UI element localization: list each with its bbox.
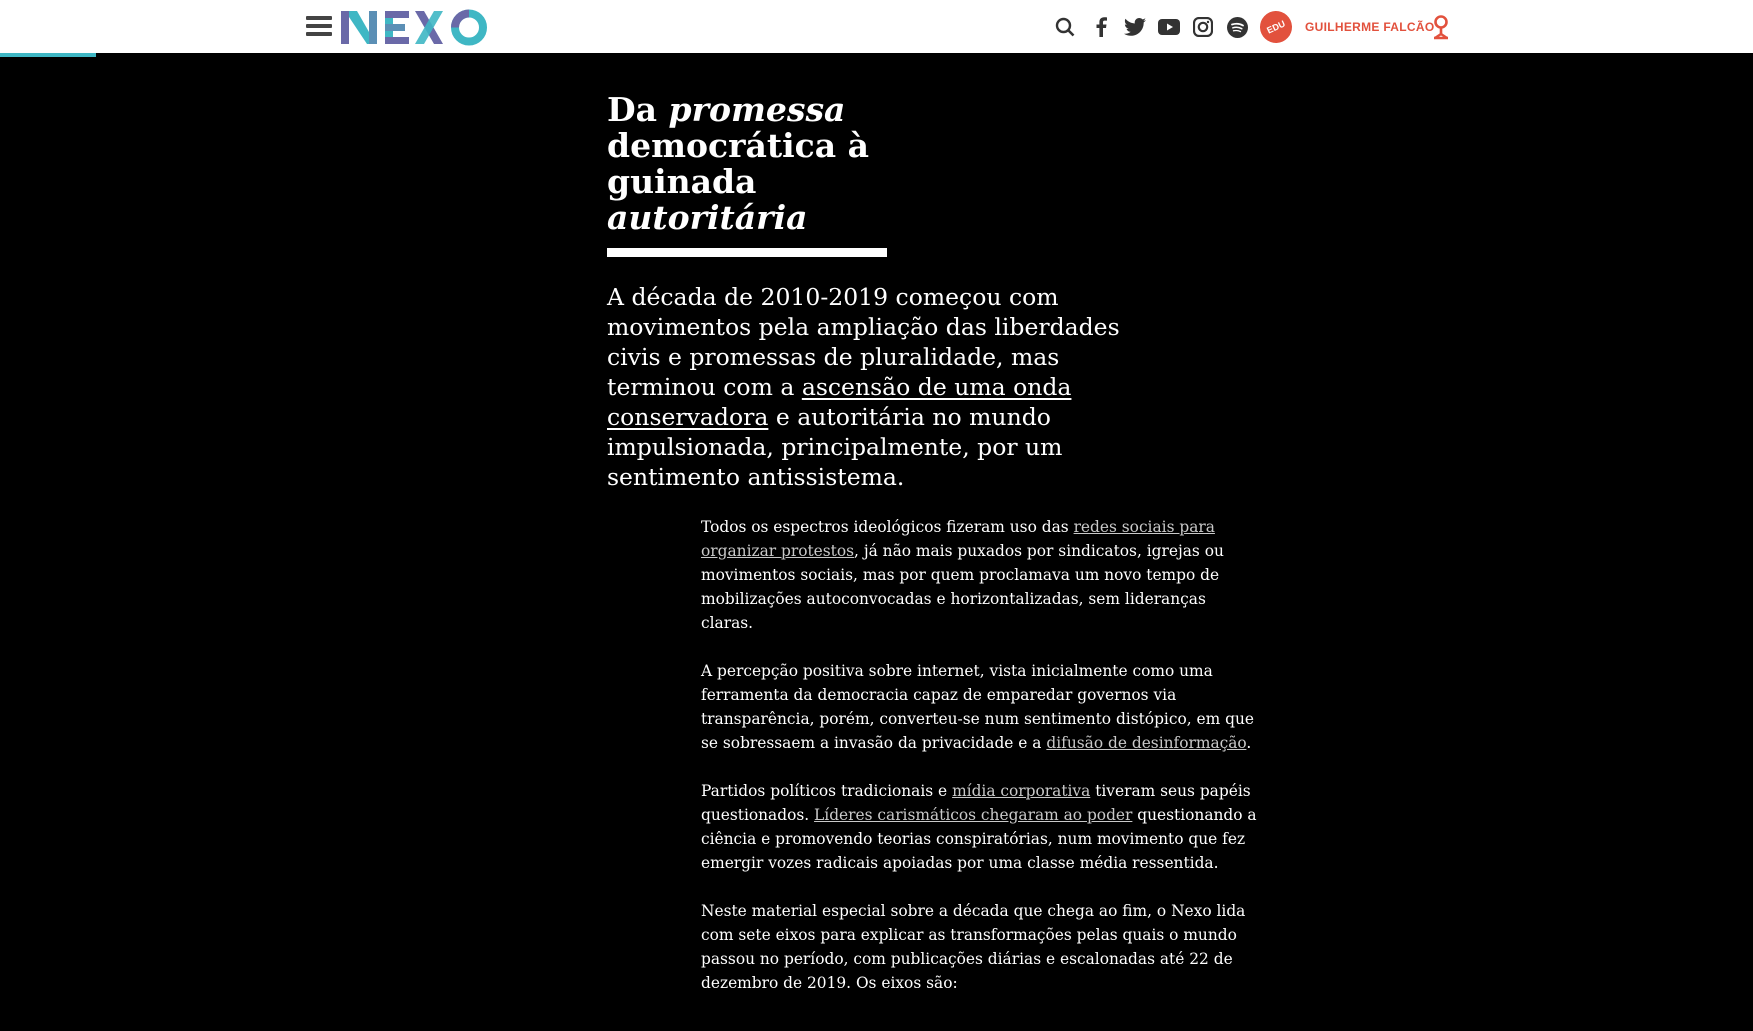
title-part-1: Da <box>607 90 669 129</box>
title-divider <box>607 248 887 257</box>
lede-link-conservative-wave[interactable]: ascensão de uma onda conservadora <box>607 373 1072 431</box>
body-paragraph-1 <box>701 515 1261 635</box>
title-part-3: democrática à guinada <box>607 126 869 201</box>
youtube-icon[interactable] <box>1156 14 1182 40</box>
paragraph-text: Todos os espectros ideológicos fizeram uso das <box>701 518 1074 536</box>
hamburger-menu-icon[interactable] <box>306 15 332 37</box>
search-icon[interactable] <box>1052 14 1078 40</box>
edu-badge[interactable]: EDU <box>1255 6 1298 49</box>
title-part-4-italic: autoritária <box>607 198 808 237</box>
link-social-networks-protests[interactable]: redes sociais para organizar protestos <box>701 518 1215 560</box>
nexo-logo-graphic <box>339 9 491 46</box>
article-title <box>607 92 907 236</box>
twitter-icon[interactable] <box>1122 14 1148 40</box>
spotify-icon[interactable] <box>1224 14 1250 40</box>
paragraph-text: Neste material especial sobre a década que chega ao fim, o Nexo lida com sete eixos para explicar as transformações pelas quais o mundo passou no período, com publicações diárias e escalonadas até 22 de dezembro de 2019. Os eixos são: <box>701 902 1246 992</box>
user-name-link[interactable]: GUILHERME FALCÃO <box>1305 20 1435 34</box>
body-paragraph-2 <box>701 659 1261 755</box>
top-navigation-bar <box>0 0 1753 54</box>
article-body <box>701 515 1261 1019</box>
paragraph-text: , já não mais puxados por sindicatos, igrejas ou movimentos sociais, mas por quem proclamava um novo tempo de mobilizações autoconvocadas e horizontalizadas, sem lideranças claras. <box>701 542 1224 632</box>
nexo-logo[interactable] <box>339 9 491 46</box>
paragraph-text: questionando a ciência e promovendo teorias conspiratórias, num movimento que fez emergir vozes radicais apoiadas por uma classe média ressentida. <box>701 806 1257 872</box>
paragraph-text: Partidos políticos tradicionais e <box>701 782 953 800</box>
paragraph-text: A percepção positiva sobre internet, vista inicialmente como uma ferramenta da democracia capaz de emparedar governos via transparência, porém, converteu-se num sentimento distópico, em que se sobressaem a invasão da privacidade e a <box>701 662 1254 752</box>
paragraph-text: . <box>1246 734 1252 752</box>
facebook-icon[interactable] <box>1088 14 1114 40</box>
article-lede <box>607 282 1147 492</box>
title-part-2-italic: promessa <box>668 90 846 129</box>
reading-progress-bar <box>0 53 1753 57</box>
link-disinformation[interactable]: difusão de desinformação <box>1046 734 1247 752</box>
link-corporate-media[interactable]: mídia corporativa <box>952 782 1091 800</box>
user-icon[interactable] <box>1431 14 1451 40</box>
link-charismatic-leaders[interactable]: Líderes carismáticos chegaram ao poder <box>814 806 1133 824</box>
body-paragraph-3 <box>701 779 1261 875</box>
body-paragraph-4 <box>701 899 1261 995</box>
instagram-icon[interactable] <box>1190 14 1216 40</box>
lede-text-2: e autoritária no mundo impulsionada, principalmente, por um sentimento antissistema. <box>607 403 1063 491</box>
reading-progress-fill <box>0 53 96 57</box>
lede-text-1: A década de 2010-2019 começou com movimentos pela ampliação das liberdades civis e promessas de pluralidade, mas terminou com a <box>607 283 1120 401</box>
paragraph-text: tiveram seus papéis questionados. <box>701 782 1251 824</box>
